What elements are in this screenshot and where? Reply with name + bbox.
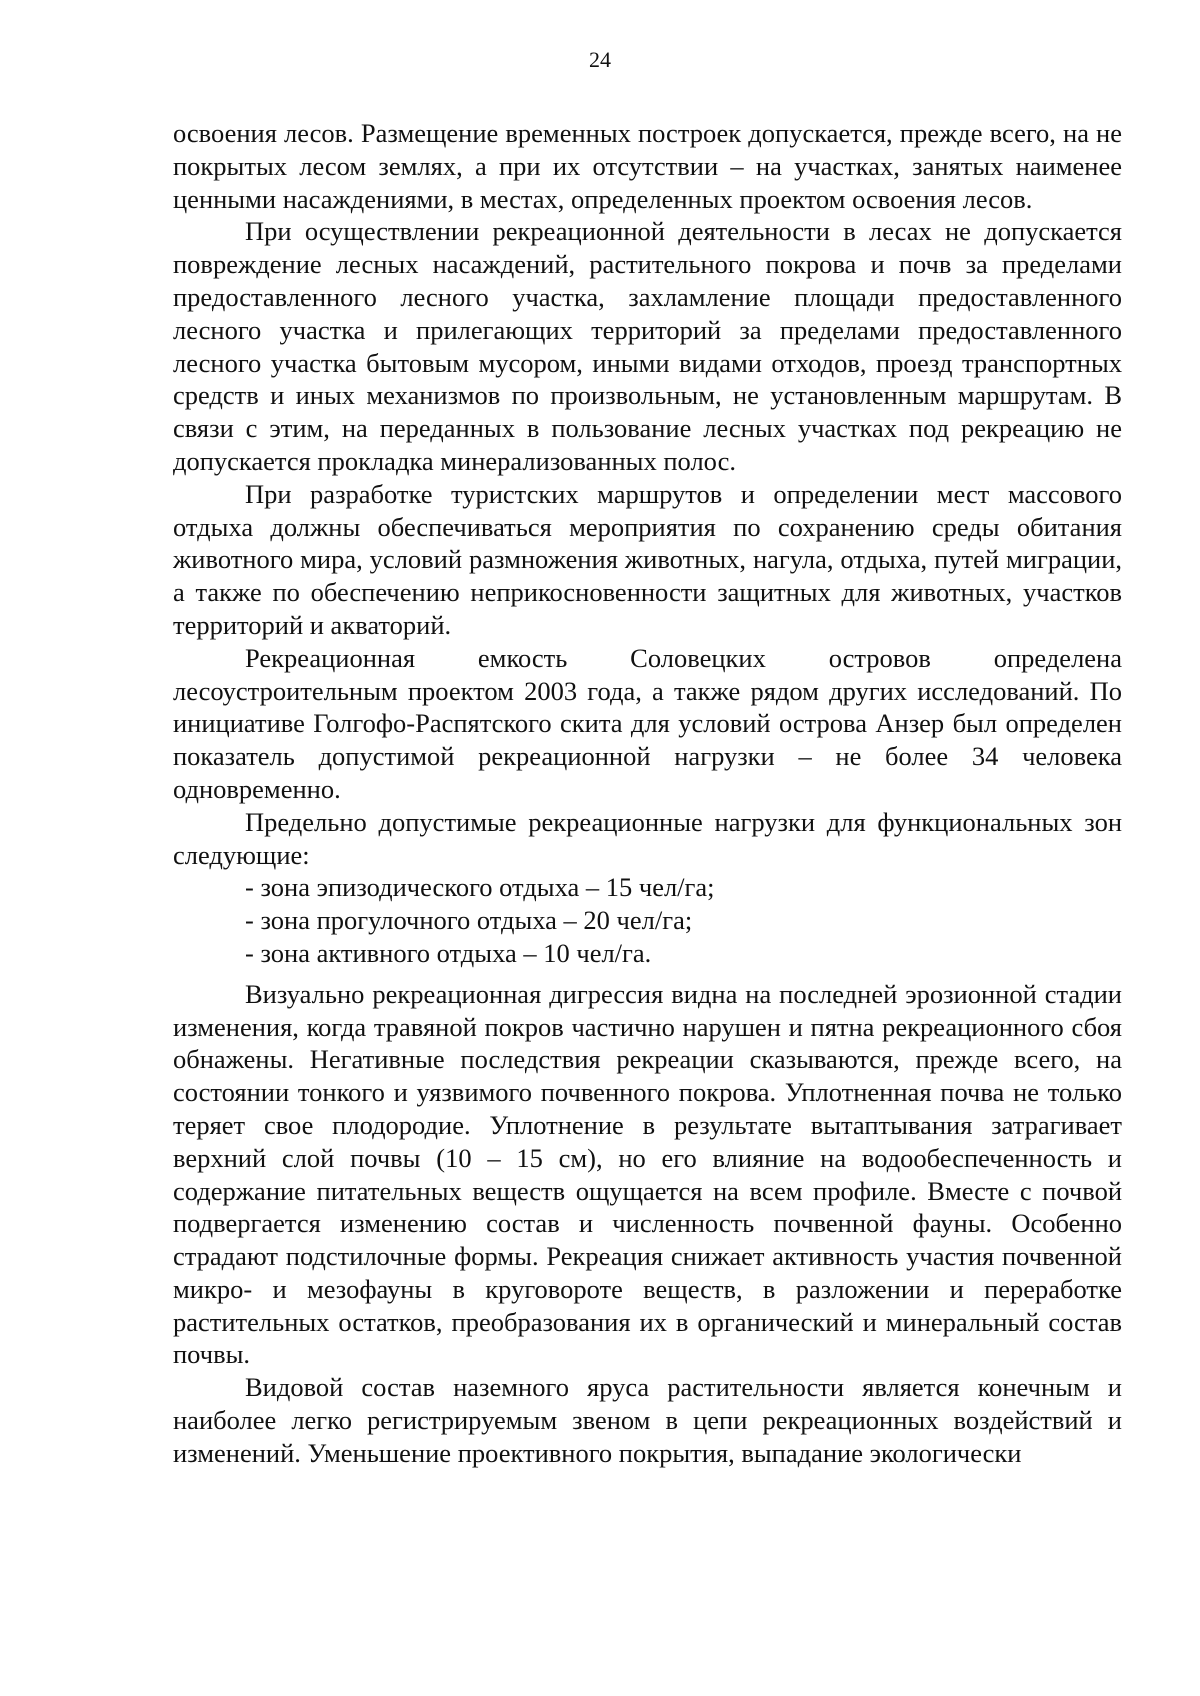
page-number: 24 bbox=[589, 47, 611, 72]
load-zones-list bbox=[173, 871, 1122, 969]
paragraph-max-loads-intro: Предельно допустимые рекреационные нагрузки для функциональных зон следующие: bbox=[173, 806, 1122, 870]
paragraph-recreational-capacity: Рекреационная емкость Соловецких островов определена лесоустроительным проектом 2003 года, а также рядом других исследований. По инициативе Голгофо-Распятского скита для условий острова Анзер был определен показатель допустимой рекреационной нагрузки – не более 34 человека одновременно. bbox=[173, 642, 1122, 804]
paragraph-recreation-restrictions: При осуществлении рекреационной деятельности в лесах не допускается повреждение лесных насаждений, растительного покрова и почв за пределами предоставленного лесного участка, захламление площади предоставленного лесного участка и прилегающих территорий за пределами предоставленного лесного участка бытовым мусором, иными видами отходов, проезд транспортных средств и иных механизмов по произвольным, не установленным маршрутам. В связи с этим, на переданных в пользование лесных участках под рекреацию не допускается прокладка минерализованных полос. bbox=[173, 216, 1122, 476]
paragraph-continued: освоения лесов. Размещение временных построек допускается, прежде всего, на не покрытых лесом землях, а при их отсутствии – на участках, занятых наименее ценными насаждениями, в местах, определенных проектом освоения лесов. bbox=[173, 118, 1122, 214]
list-item: - зона прогулочного отдыха – 20 чел/га; bbox=[245, 905, 693, 936]
spacer bbox=[173, 970, 1122, 978]
document-body bbox=[173, 117, 1122, 1470]
paragraph-species-composition: Видовой состав наземного яруса растительности является конечным и наиболее легко регистрируемым звеном в цепи рекреационных воздействий и изменений. Уменьшение проективного покрытия, выпадание экологически bbox=[173, 1372, 1122, 1468]
list-item: - зона активного отдыха – 10 чел/га. bbox=[245, 937, 652, 968]
paragraph-digression: Визуально рекреационная дигрессия видна на последней эрозионной стадии изменения, когда травяной покров частично нарушен и пятна рекреационного сбоя обнажены. Негативные последствия рекреации сказываются, прежде всего, на состоянии тонкого и уязвимого почвенного покрова. Уплотненная почва не только теряет свое плодородие. Уплотнение в результате вытаптывания затрагивает верхний слой почвы (10 – 15 см), но его влияние на водообеспеченность и содержание питательных веществ ощущается на всем профиле. Вместе с почвой подвергается изменению состав и численность почвенной фауны. Особенно страдают подстилочные формы. Рекреация снижает активность участия почвенной микро- и мезофауны в круговороте веществ, в разложении и переработке растительных остатков, преобразования их в органический и минеральный состав почвы. bbox=[173, 978, 1122, 1370]
paragraph-tourist-routes: При разработке туристских маршрутов и определении мест массового отдыха должны обеспечиваться мероприятия по сохранению среды обитания животного мира, условий размножения животных, нагула, отдыха, путей миграции, а также по обеспечению неприкосновенности защитных для животных, участков территорий и акваторий. bbox=[173, 478, 1122, 640]
list-item: - зона эпизодического отдыха – 15 чел/га; bbox=[245, 872, 715, 903]
